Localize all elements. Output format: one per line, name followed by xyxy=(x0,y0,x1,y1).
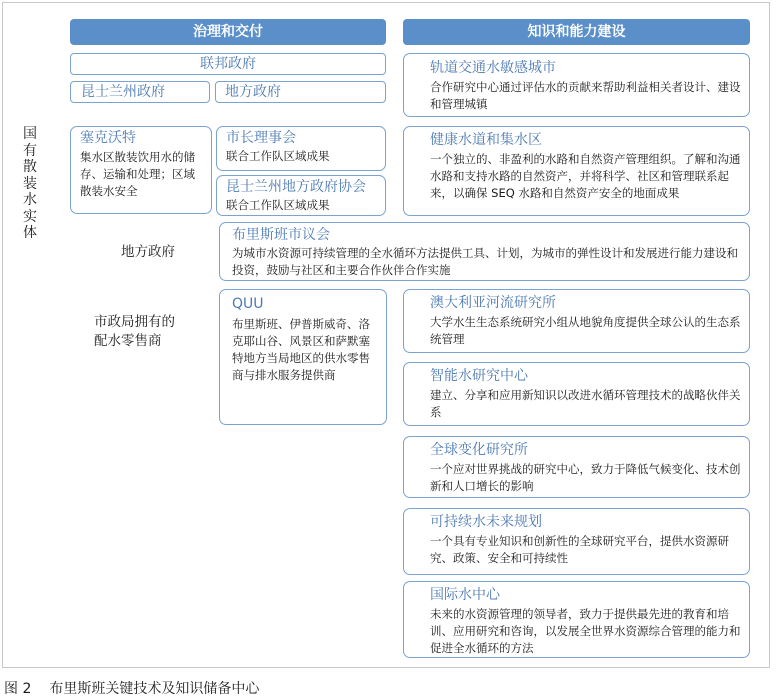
lgaq-box xyxy=(216,175,386,216)
federal-title: 联邦政府 xyxy=(200,56,256,72)
figure-caption xyxy=(4,678,277,698)
seqwater-title: 塞克沃特 xyxy=(80,130,136,146)
queensland-title: 昆士兰州政府 xyxy=(81,84,165,100)
knowledge-box-rivers-institute xyxy=(403,289,750,353)
mayors-council-desc: 联合工作队区域成果 xyxy=(226,149,330,163)
knowledge-title: 国际水中心 xyxy=(430,587,500,603)
knowledge-title: 轨道交通水敏感城市 xyxy=(430,60,556,76)
bcc-desc: 为城市水资源可持续管理的全水循环方法提供工具、计划，为城市的弹性设计和发展进行能力建设和投资，鼓励与社区和主要合作伙伴合作实施 xyxy=(232,246,738,277)
seqwater-box xyxy=(70,126,212,214)
header-knowledge: 知识和能力建设 xyxy=(403,19,750,45)
knowledge-title: 澳大利亚河流研究所 xyxy=(430,295,556,311)
seqwater-desc: 集水区散装饮用水的储存、运输和处理；区域散装水安全 xyxy=(80,150,195,198)
bcc-title: 布里斯班市议会 xyxy=(232,227,330,243)
lgaq-title: 昆士兰州地方政府协会 xyxy=(226,179,366,195)
quu-box xyxy=(219,289,387,425)
knowledge-box-sustainable-water xyxy=(403,508,750,575)
figure-caption-text: 布里斯班关键技术及知识储备中心 xyxy=(49,681,260,697)
knowledge-title: 可持续水未来规划 xyxy=(430,514,542,530)
knowledge-box-healthy-waterways xyxy=(403,126,750,216)
queensland-box xyxy=(70,81,210,103)
knowledge-box-crc xyxy=(403,53,750,117)
knowledge-desc: 一个具有专业知识和创新性的全球研究平台，提供水资源研究、政策、安全和可持续性 xyxy=(430,534,729,565)
knowledge-desc: 一个独立的、非盈利的水路和自然资产管理组织。了解和沟通水路和支持水路的自然资产，并将科学、社区和管理联系起来，以确保 SEQ 水路和自然资产安全的地面成果 xyxy=(430,152,741,200)
knowledge-desc: 一个应对世界挑战的研究中心，致力于降低气候变化、技术创新和人口增长的影响 xyxy=(430,462,741,493)
local-gov-box xyxy=(215,81,386,103)
quu-desc: 布里斯班、伊普斯威奇、洛克耶山谷、风景区和萨默塞特地方当局地区的供水零售商与排水服务提供商 xyxy=(232,317,370,382)
quu-title: QUU xyxy=(232,296,264,312)
figure-caption-label: 图 2 xyxy=(4,681,32,697)
knowledge-title: 全球变化研究所 xyxy=(430,442,528,458)
local-gov-title: 地方政府 xyxy=(225,84,281,100)
knowledge-box-smart-water xyxy=(403,362,750,426)
federal-box xyxy=(70,53,386,75)
knowledge-box-global-change xyxy=(403,436,750,498)
lgaq-desc: 联合工作队区域成果 xyxy=(226,198,330,212)
knowledge-title: 健康水道和集水区 xyxy=(430,132,542,148)
knowledge-desc: 大学水生生态系统研究小组从地貌角度提供全球公认的生态系统管理 xyxy=(430,315,741,346)
side-label-retailers: 市政局拥有的 配水零售商 xyxy=(94,314,175,349)
knowledge-desc: 建立、分享和应用新知识以改进水循环管理技术的战略伙伴关系 xyxy=(430,388,741,419)
header-governance: 治理和交付 xyxy=(70,19,386,45)
mayors-council-title: 市长理事会 xyxy=(226,130,296,146)
knowledge-box-international-water xyxy=(403,581,750,658)
knowledge-title: 智能水研究中心 xyxy=(430,368,528,384)
side-label-bulk-water: 国有散装水实体 xyxy=(23,126,37,241)
bcc-box xyxy=(219,222,750,281)
knowledge-desc: 合作研究中心通过评估水的贡献来帮助利益相关者设计、建设和管理城镇 xyxy=(430,80,741,111)
mayors-council-box xyxy=(216,126,386,171)
knowledge-desc: 未来的水资源管理的领导者，致力于提供最先进的教育和培训、应用研究和咨询，以发展全世界水资源综合管理的能力和促进全水循环的方法 xyxy=(430,607,741,655)
side-label-local-gov: 地方政府 xyxy=(121,244,175,260)
